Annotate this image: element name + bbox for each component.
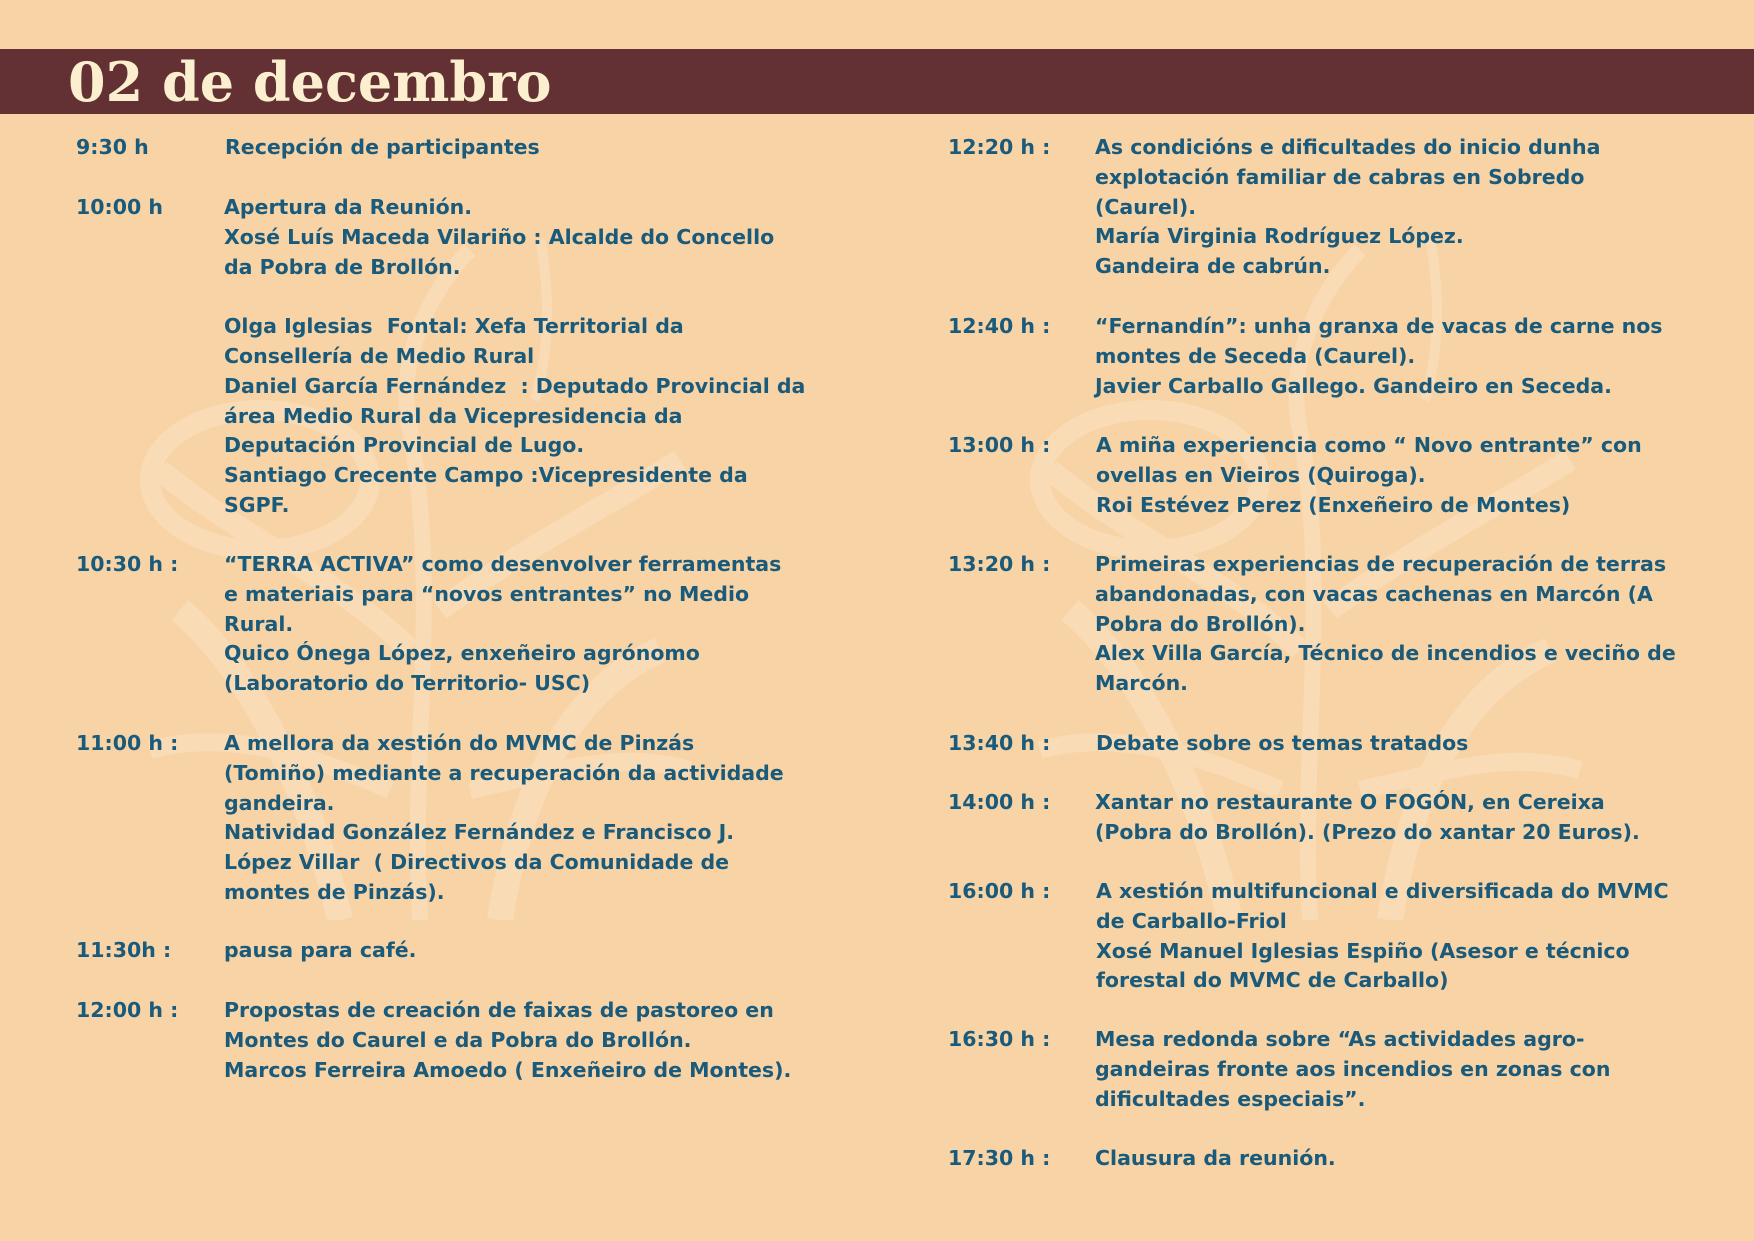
entry-text [224, 550, 781, 699]
entry-line: Primeiras experiencias de recuperación de terras [1095, 552, 1667, 576]
entry-line: (Pobra do Brollón). (Prezo do xantar 20 Euros). [1095, 819, 1640, 844]
entry-line: A miña experiencia como “ Novo entrante” con [1096, 433, 1642, 457]
entry-line: López Villar ( Directivos da Comunidade de [224, 850, 730, 875]
entry-time: 16:00 h : [948, 879, 1051, 903]
entry-line: e materiais para “novos entrantes” no Medio [224, 581, 750, 606]
entry-line: Olga Iglesias Fontal: Xefa Territorial da [224, 314, 684, 339]
entry-text [1096, 729, 1468, 759]
entry-line: Mesa redonda sobre “As actividades agro- [1095, 1027, 1585, 1051]
entry-line: (Laboratorio do Territorio- USC) [224, 671, 591, 696]
entry-time: 16:30 h : [948, 1027, 1051, 1051]
entry-line: da Pobra de Brollón. [224, 254, 461, 279]
entry-text [225, 133, 540, 163]
entry-line: Xosé Manuel Iglesias Espiño (Asesor e técnico [1096, 938, 1630, 963]
schedule-entry-1240 [948, 312, 1738, 407]
entry-line: Montes do Caurel e da Pobra do Brollón. [224, 1027, 692, 1052]
schedule-entry-1130 [76, 936, 816, 970]
entry-line: “TERRA ACTIVA” como desenvolver ferramentas [224, 552, 782, 576]
entry-line: pausa para café. [224, 938, 417, 962]
entry-time: 12:20 h : [948, 135, 1051, 159]
entry-line: Javier Carballo Gallego. Gandeiro en Seceda. [1095, 373, 1612, 398]
entry-line: Clausura da reunión. [1095, 1146, 1336, 1170]
entry-text [1095, 788, 1640, 848]
schedule-entry-1340 [948, 729, 1738, 763]
entry-line: (Caurel). [1095, 194, 1197, 219]
entry-line: As condicións e dificultades do inicio dunha [1095, 135, 1601, 159]
entry-line: Debate sobre os temas tratados [1096, 731, 1469, 755]
entry-time: 12:40 h : [948, 314, 1051, 338]
entry-line: SGPF. [224, 492, 290, 517]
entry-line: María Virginia Rodríguez López. [1095, 224, 1464, 249]
entry-line: “Fernandín”: unha granxa de vacas de carne nos [1095, 314, 1663, 338]
entry-line: explotación familiar de cabras en Sobredo [1095, 164, 1585, 189]
entry-line: gandeiras fronte aos incendios en zonas con [1095, 1056, 1611, 1081]
entry-line: Recepción de participantes [225, 135, 540, 159]
entry-line: Santiago Crecente Campo :Vicepresidente da [224, 463, 748, 488]
entry-time: 9:30 h [76, 135, 149, 159]
schedule-entry-1100 [76, 729, 816, 914]
entry-line: (Tomiño) mediante a recuperación da actividade [224, 760, 784, 785]
entry-line: abandonadas, con vacas cachenas en Marcón (A [1095, 581, 1653, 606]
entry-line: Quico Ónega López, enxeñeiro agrónomo [224, 641, 700, 666]
entry-line: área Medio Rural da Vicepresidencia da [224, 403, 683, 428]
entry-line: montes de Seceda (Caurel). [1095, 343, 1416, 368]
entry-line: Rural. [224, 611, 294, 636]
entry-text [224, 729, 784, 908]
entry-line: Roi Estévez Perez (Enxeñeiro de Montes) [1096, 492, 1571, 517]
entry-time: 13:00 h : [948, 433, 1051, 457]
entry-line: Daniel García Fernández : Deputado Provincial da [224, 373, 806, 398]
entry-time: 13:40 h : [948, 731, 1051, 755]
entry-text [1095, 312, 1663, 401]
entry-line: Xantar no restaurante O FOGÓN, en Cereixa [1095, 790, 1605, 814]
schedule-entry-1000 [76, 193, 816, 523]
entry-line: Deputación Provincial de Lugo. [224, 433, 585, 458]
entry-time: 13:20 h : [948, 552, 1051, 576]
entry-text [224, 193, 805, 521]
entry-line: Apertura da Reunión. [224, 195, 473, 219]
entry-line: Alex Villa García, Técnico de incendios e veciño de [1095, 641, 1676, 666]
entry-time: 10:30 h : [76, 552, 179, 576]
entry-line: Natividad González Fernández e Francisco J. [224, 820, 735, 845]
schedule-entry-1730 [948, 1144, 1738, 1178]
schedule-entry-1400 [948, 788, 1738, 852]
entry-line: dificultades especiais”. [1095, 1086, 1366, 1111]
entry-line: Marcón. [1095, 671, 1188, 696]
entry-text [1095, 550, 1676, 699]
schedule-entry-1200 [76, 996, 816, 1091]
page-title: 02 de decembro [68, 50, 552, 114]
entry-line: Pobra do Brollón). [1095, 611, 1306, 636]
entry-text [1095, 133, 1600, 282]
entry-line: A mellora da xestión do MVMC de Pinzás [224, 731, 695, 755]
entry-text [1096, 431, 1642, 520]
entry-time: 11:30h : [76, 938, 172, 962]
schedule-entry-0930 [76, 133, 816, 167]
schedule-entry-1030 [76, 550, 816, 705]
schedule-entry-1320 [948, 550, 1738, 705]
entry-time: 10:00 h [76, 195, 163, 219]
entry-text [224, 996, 791, 1085]
entry-time: 11:00 h : [76, 731, 179, 755]
entry-line: Gandeira de cabrún. [1095, 254, 1331, 279]
entry-line: Propostas de creación de faixas de pastoreo en [224, 998, 774, 1022]
entry-line: Consellería de Medio Rural [224, 343, 535, 368]
entry-text [1095, 1144, 1336, 1174]
schedule-entry-1220 [948, 133, 1738, 288]
entry-line: Marcos Ferreira Amoedo ( Enxeñeiro de Montes). [224, 1057, 792, 1082]
entry-line: montes de Pinzás). [224, 879, 445, 904]
schedule-entry-1600 [948, 877, 1738, 1002]
entry-line: A xestión multifuncional e diversificada do MVMC [1096, 879, 1669, 903]
entry-text [1095, 1025, 1610, 1114]
entry-time: 14:00 h : [948, 790, 1051, 814]
entry-line: forestal do MVMC de Carballo) [1096, 968, 1449, 993]
entry-line: gandeira. [224, 790, 335, 815]
entry-time: 12:00 h : [76, 998, 179, 1022]
entry-line: de Carballo-Friol [1096, 908, 1287, 933]
entry-text [224, 936, 416, 966]
schedule-entry-1300 [948, 431, 1738, 526]
schedule-entry-1630 [948, 1025, 1738, 1120]
entry-text [1096, 877, 1669, 996]
entry-line [224, 282, 805, 312]
entry-time: 17:30 h : [948, 1146, 1051, 1170]
entry-line: Xosé Luís Maceda Vilariño : Alcalde do Concello [224, 224, 775, 249]
entry-line: ovellas en Vieiros (Quiroga). [1096, 462, 1426, 487]
